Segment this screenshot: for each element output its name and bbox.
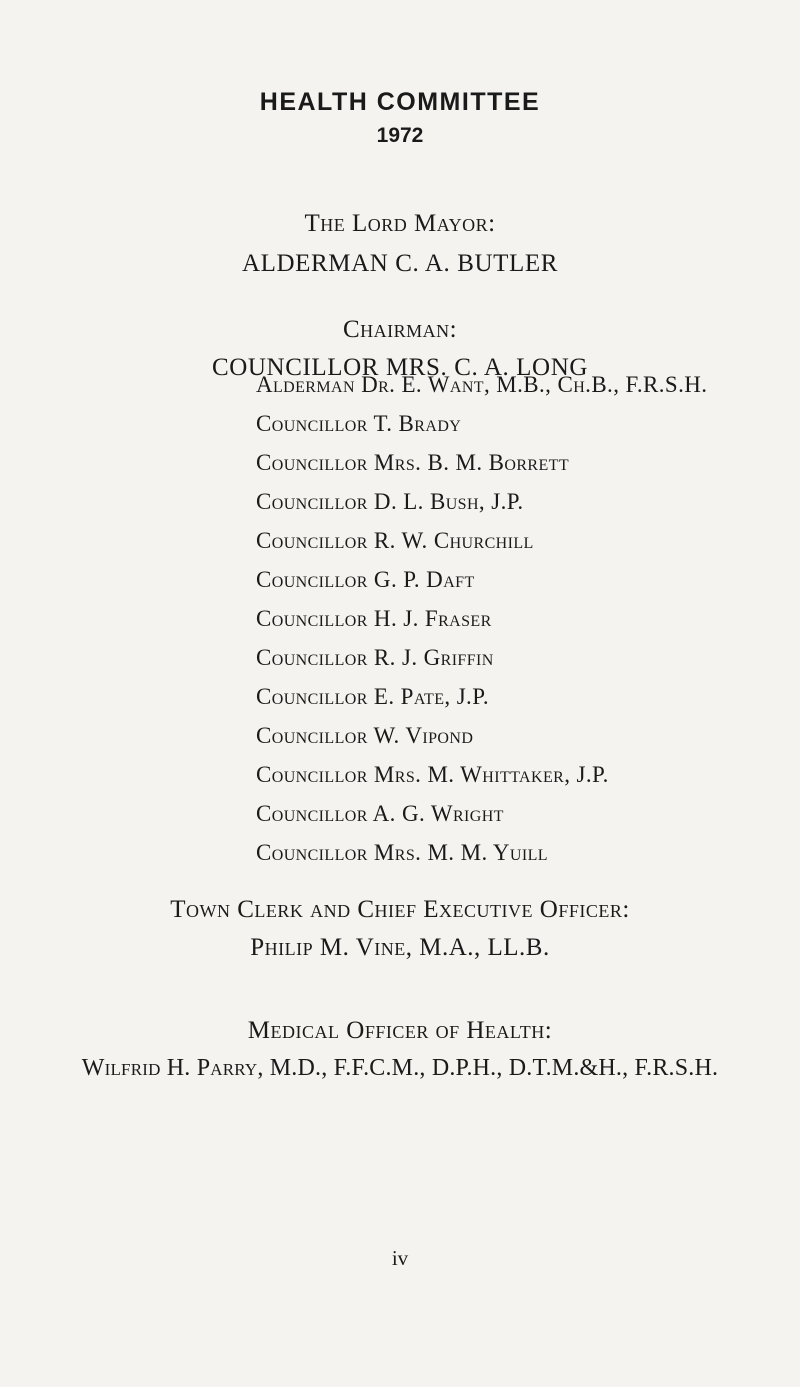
lord-mayor-name: ALDERMAN C. A. BUTLER	[241, 250, 559, 277]
page-number: iv	[391, 1246, 409, 1270]
member-item: Councillor Mrs. M. M. Yuill	[256, 840, 548, 865]
member-item: Councillor W. Vipond	[256, 723, 474, 748]
member-item: Councillor H. J. Fraser	[256, 606, 492, 631]
member-item: Councillor Mrs. B. M. Borrett	[256, 450, 570, 475]
chairman-name: COUNCILLOR MRS. C. A. LONG	[211, 354, 589, 381]
member-item: Councillor E. Pate, J.P.	[256, 684, 489, 709]
member-item: Councillor D. L. Bush, J.P.	[256, 489, 524, 514]
member-item: Councillor Mrs. M. Whittaker, J.P.	[256, 762, 609, 787]
committee-title: HEALTH COMMITTEE	[259, 88, 541, 116]
member-item: Councillor A. G. Wright	[256, 801, 504, 826]
member-item: Councillor T. Brady	[256, 411, 462, 436]
town-clerk-label: Town Clerk and Chief Executive Officer:	[170, 896, 630, 923]
chairman-label: Chairman:	[342, 316, 458, 343]
lord-mayor-label: The Lord Mayor:	[304, 210, 496, 237]
medical-officer-label: Medical Officer of Health:	[247, 1017, 553, 1044]
medical-officer-name: Wilfrid H. Parry, M.D., F.F.C.M., D.P.H., D.T.M.&H., F.R.S.H.	[81, 1055, 719, 1081]
committee-year: 1972	[376, 124, 424, 147]
member-item: Alderman Dr. E. Want, M.B., Ch.B., F.R.S.H.	[256, 372, 708, 397]
town-clerk-name: Philip M. Vine, M.A., LL.B.	[250, 934, 550, 961]
member-item: Councillor G. P. Daft	[256, 567, 475, 592]
member-item: Councillor R. J. Griffin	[256, 645, 494, 670]
member-item: Councillor R. W. Churchill	[256, 528, 534, 553]
